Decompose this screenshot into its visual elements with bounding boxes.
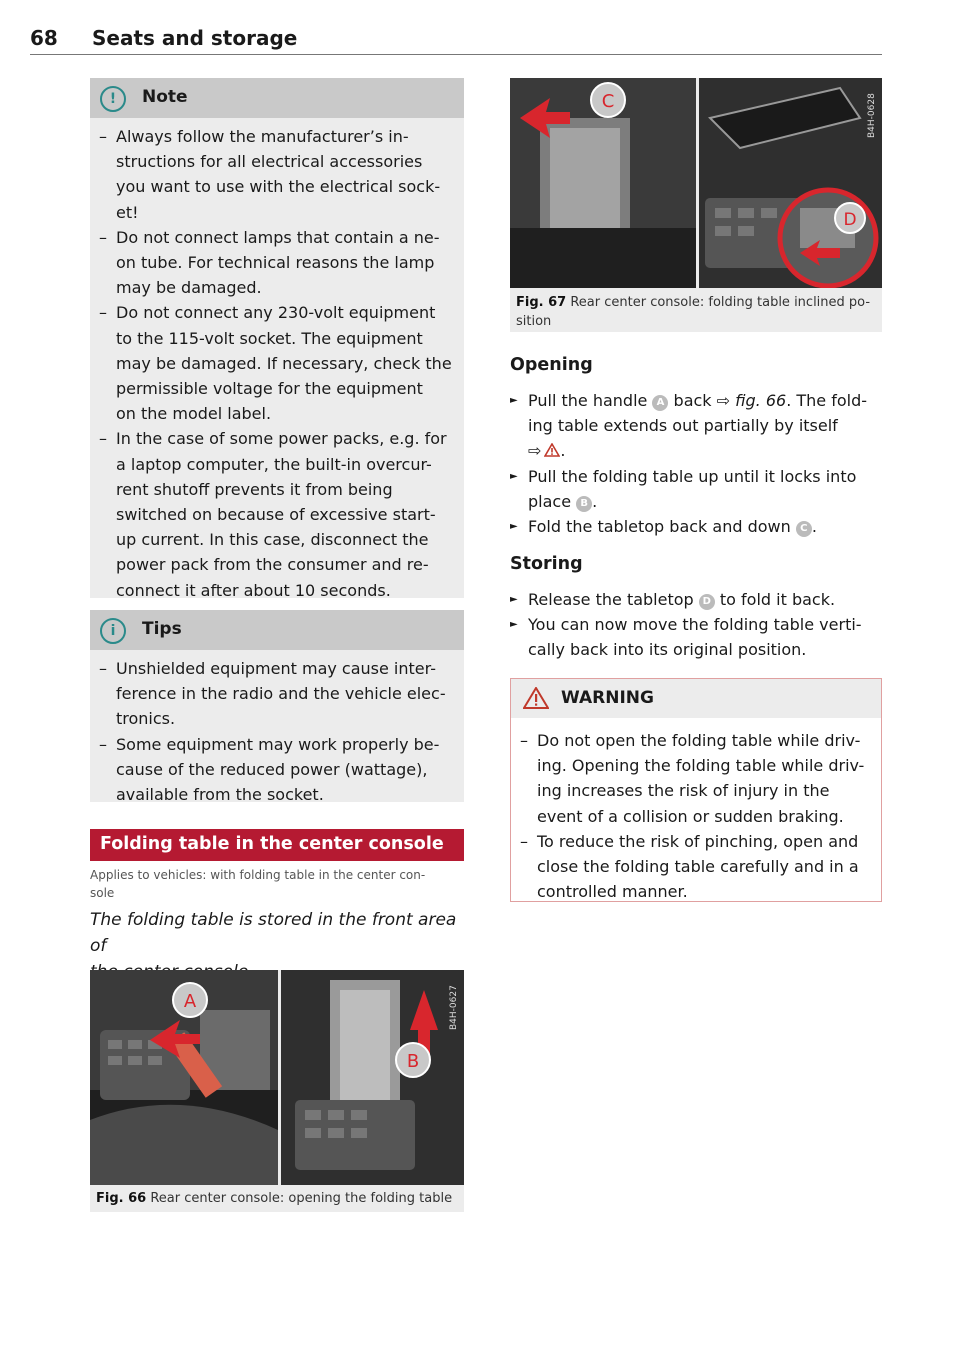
label-a: A [183, 991, 197, 1012]
warning-title: WARNING [561, 688, 654, 708]
list-item: ► Pull the handle A back ⇨ fig. 66. The fold- ing table extends out partially by itself ⇨ . [510, 388, 880, 464]
list-item: – Always follow the manufacturer’s in- structions for all electrical accessories you want to use with the electrical sock- et! [116, 124, 456, 225]
list-item: – Do not connect any 230-volt equipment to the 115-volt socket. The equipment may be damaged. If necessary, check the permissible voltage for the equipment on the model label. [116, 300, 456, 426]
section-heading [90, 829, 464, 861]
figure-67-caption [516, 293, 878, 331]
opening-steps [510, 388, 880, 539]
list-item: ► You can now move the folding table verti- cally back into its original position. [510, 612, 880, 662]
figure-code: B4H-0627 [449, 985, 459, 1030]
list-item: – To reduce the risk of pinching, open and close the folding table carefully and in a controlled manner. [537, 829, 873, 905]
warning-box [510, 678, 882, 902]
folding-table-photo-inclined [510, 78, 882, 288]
callout-b-badge: B [576, 496, 592, 512]
figure-reference: fig. 66 [735, 391, 787, 410]
figure-number: Fig. 67 [516, 295, 567, 310]
figure-67 [510, 78, 882, 332]
figure-66 [90, 970, 464, 1212]
list-item: – Unshielded equipment may cause inter- ference in the radio and the vehicle elec- tronics. [116, 656, 456, 732]
label-c: C [601, 91, 615, 112]
label-d: D [843, 210, 857, 230]
list-item: ► Pull the folding table up until it locks into place B . [510, 464, 880, 514]
list-item: – Some equipment may work properly be- cause of the reduced power (wattage), available from the socket. [116, 732, 456, 808]
tips-title: Tips [142, 619, 182, 639]
list-item: ► Release the tabletop D to fold it back. [510, 587, 880, 612]
section-intro: The folding table is stored in the front area of [90, 910, 457, 956]
applies-to-text: Applies to vehicles: with folding table in the center con- sole [90, 868, 426, 900]
caption-text: Rear center console: opening the folding table [150, 1191, 453, 1206]
opening-heading: Opening [510, 355, 593, 375]
note-list [90, 118, 464, 603]
note-title: Note [142, 87, 188, 107]
warning-triangle-icon [523, 687, 549, 709]
storing-steps [510, 587, 880, 663]
warning-header [511, 679, 881, 718]
tips-header [90, 610, 464, 650]
exclamation-icon: ! [100, 86, 126, 112]
list-item: ► Fold the tabletop back and down C . [510, 514, 880, 539]
label-b: B [406, 1051, 420, 1072]
list-item: – In the case of some power packs, e.g. for a laptop computer, the built-in overcur- rent shutoff prevents it from being switched on because of excessive start- up current. In this case, disconnect the power pack from the consumer and re- connect it after about 10 seconds. [116, 426, 456, 602]
list-item: – Do not open the folding table while driv- ing. Opening the folding table while driv- ing increases the risk of injury in the event of a collision or sudden braking. [537, 728, 873, 829]
warning-triangle-icon [544, 443, 560, 457]
section-title: Folding table in the center console [100, 834, 444, 854]
info-icon: i [100, 618, 126, 644]
page-header [30, 24, 882, 55]
note-header [90, 78, 464, 118]
callout-d-badge: D [699, 594, 715, 610]
tips-list [90, 650, 464, 807]
page-title: Seats and storage [92, 26, 298, 50]
figure-number: Fig. 66 [96, 1191, 147, 1206]
tips-box [90, 610, 464, 805]
caption-text: Rear center console: folding table inclined po- sition [516, 295, 871, 329]
callout-a-badge: A [652, 395, 668, 411]
storing-heading: Storing [510, 554, 583, 574]
list-item: – Do not connect lamps that contain a ne- on tube. For technical reasons the lamp may be damaged. [116, 225, 456, 301]
figure-code: B4H-0628 [867, 93, 877, 138]
note-box [90, 78, 464, 598]
warning-list [511, 718, 881, 904]
figure-66-caption [96, 1189, 461, 1208]
callout-c-badge: C [796, 521, 812, 537]
folding-table-photo-opening [90, 970, 464, 1185]
page-number: 68 [30, 26, 58, 50]
